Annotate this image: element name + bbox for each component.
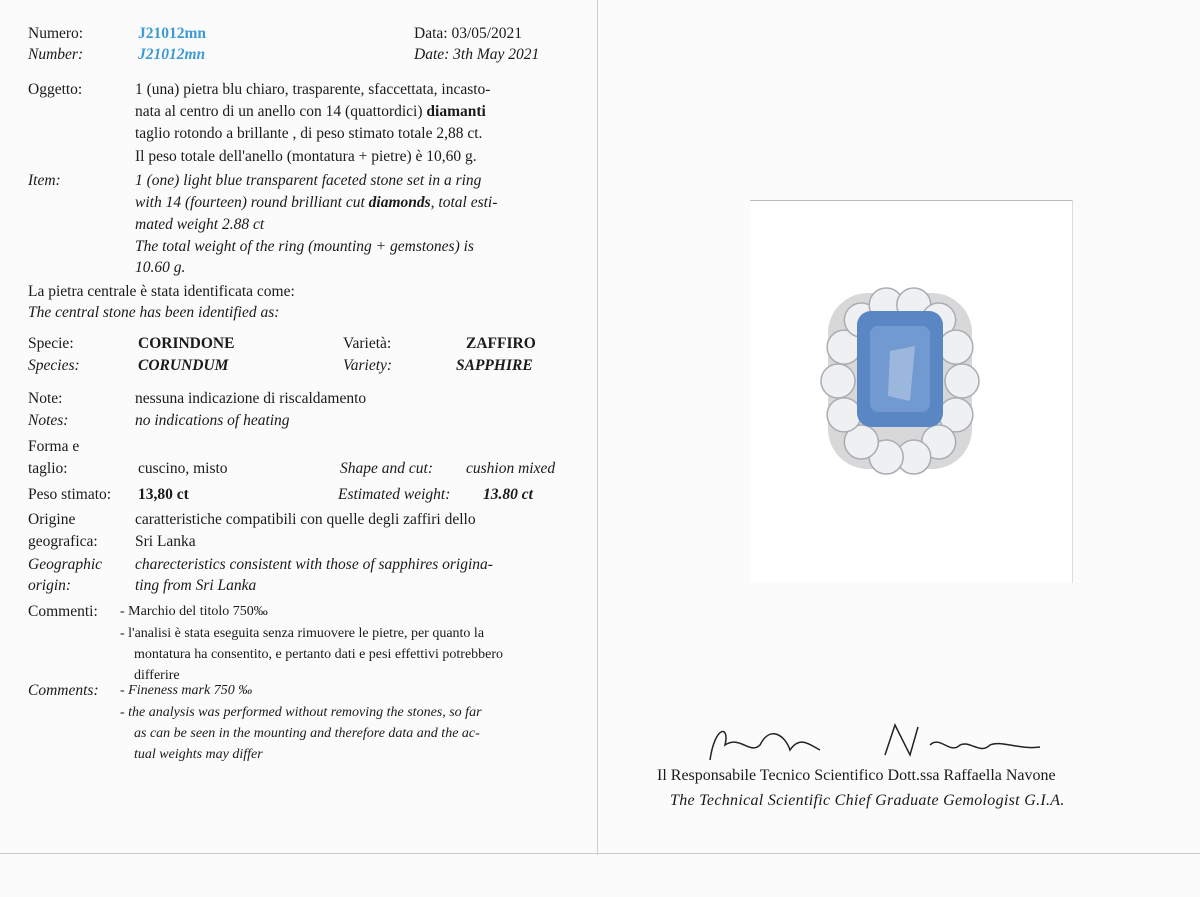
oggetto-line: Il peso totale dell'anello (montatura + pietre) è 10,60 g. (135, 148, 477, 165)
comment-it: - Marchio del titolo 750‰ (120, 604, 268, 619)
item-text: , total esti- (430, 194, 498, 211)
origin-en-label: origin: (28, 577, 72, 594)
origin-it: caratteristiche compatibili con quelle degli zaffiri dello (135, 511, 476, 528)
comment-it: montatura ha consentito, e pertanto dati e pesi effettivi potrebbero (134, 647, 504, 662)
date-it: Data: 03/05/2021 (414, 25, 523, 42)
item-line: 1 (one) light blue transparent faceted stone set in a ring (135, 172, 482, 189)
forma-label: Forma e (28, 438, 80, 455)
species-value: CORUNDUM (138, 357, 229, 374)
variety-label: Variety: (343, 357, 393, 374)
item-bold: diamonds (368, 194, 431, 211)
ring-image (750, 201, 1072, 583)
taglio-label: taglio: (28, 460, 68, 477)
note-label: Note: (28, 390, 63, 407)
diamond (827, 398, 861, 432)
date-en: Date: 3th May 2021 (414, 46, 540, 63)
signature-it: Il Responsabile Tecnico Scientifico Dott.ssa Raffaella Navone (657, 767, 1056, 784)
comment-en: - the analysis was performed without removing the stones, so far (120, 705, 482, 720)
varieta-value: ZAFFIRO (466, 335, 536, 352)
fold-divider (597, 0, 598, 855)
notes-label: Notes: (28, 412, 69, 429)
item-text: with 14 (fourteen) round brilliant cut (135, 194, 369, 211)
weight-en-label: Estimated weight: (338, 486, 451, 503)
central-en: The central stone has been identified as: (28, 304, 280, 321)
variety-value: SAPPHIRE (456, 357, 533, 374)
oggetto-line (135, 101, 486, 122)
shape-en-label: Shape and cut: (340, 460, 433, 477)
origin-it: Sri Lanka (135, 533, 196, 550)
diamond (945, 364, 979, 398)
notes-value: no indications of heating (135, 412, 290, 429)
species-label: Species: (28, 357, 80, 374)
origin-en-label: Geographic (28, 556, 103, 573)
origin-label: Origine (28, 511, 76, 528)
comment-en: as can be seen in the mounting and therefore data and the ac- (134, 726, 480, 741)
item-line (135, 192, 497, 213)
number-value: J21012mn (138, 46, 206, 63)
diamond (939, 330, 973, 364)
oggetto-bold: diamanti (426, 103, 486, 120)
ring-photo (750, 200, 1073, 583)
weight-en-value: 13.80 ct (483, 486, 533, 503)
shape-en-value: cushion mixed (466, 460, 556, 477)
note-value: nessuna indicazione di riscaldamento (135, 390, 367, 407)
shape-value: cuscino, misto (138, 460, 228, 477)
oggetto-text: nata al centro di un anello con 14 (quattordici) (135, 103, 427, 120)
signature-en: The Technical Scientific Chief Graduate Gemologist G.I.A. (670, 792, 1065, 809)
comment-en: - Fineness mark 750 ‰ (120, 683, 253, 698)
origin-en: ting from Sri Lanka (135, 577, 257, 594)
oggetto-line: taglio rotondo a brillante , di peso stimato totale 2,88 ct. (135, 125, 483, 142)
diamond (821, 364, 855, 398)
numero-label: Numero: (28, 25, 84, 42)
bottom-edge (0, 853, 1200, 854)
item-label: Item: (28, 172, 61, 189)
item-line: mated weight 2.88 ct (135, 216, 265, 233)
specie-label: Specie: (28, 335, 74, 352)
weight-label: Peso stimato: (28, 486, 112, 503)
commenti-label: Commenti: (28, 603, 98, 620)
oggetto-label: Oggetto: (28, 81, 83, 98)
comment-it: differire (134, 668, 180, 683)
comment-it: - l'analisi è stata eseguita senza rimuovere le pietre, per quanto la (120, 626, 485, 641)
central-it: La pietra centrale è stata identificata come: (28, 283, 295, 300)
comment-en: tual weights may differ (134, 747, 263, 762)
oggetto-line: 1 (una) pietra blu chiaro, trasparente, sfaccettata, incasto- (135, 81, 491, 98)
weight-value: 13,80 ct (138, 486, 189, 503)
origin-en: charecteristics consistent with those of sapphires origina- (135, 556, 493, 573)
item-line: The total weight of the ring (mounting + gemstones) is (135, 238, 474, 255)
numero-value: J21012mn (138, 25, 207, 42)
comments-label: Comments: (28, 682, 99, 699)
specie-value: CORINDONE (138, 335, 235, 352)
origin-label: geografica: (28, 533, 98, 550)
item-line: 10.60 g. (135, 259, 186, 276)
varieta-label: Varietà: (343, 335, 392, 352)
number-label: Number: (28, 46, 84, 63)
